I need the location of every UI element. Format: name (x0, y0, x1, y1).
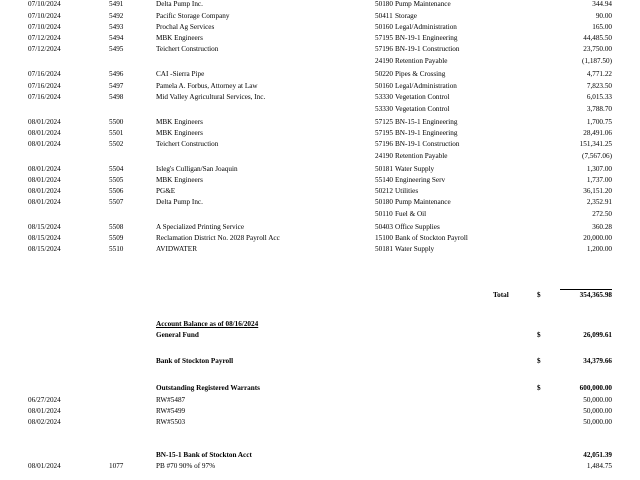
transaction-row (0, 106, 640, 115)
warrants-amount: 600,000.00 (579, 384, 612, 392)
transaction-row (0, 130, 640, 139)
warrant-date: 06/27/2024 (28, 396, 61, 404)
transaction-desc: Water Supply (395, 245, 435, 253)
transaction-num: 5504 (109, 165, 124, 173)
transaction-num: 5502 (109, 140, 124, 148)
transaction-desc: Engineering Serv (395, 176, 446, 184)
transaction-date: 08/01/2024 (28, 165, 61, 173)
warrants-row (0, 385, 640, 394)
transaction-date: 07/16/2024 (28, 70, 61, 78)
transaction-payee: Teichert Construction (156, 45, 219, 53)
transaction-acct: 57195 (375, 34, 393, 42)
transaction-amount: 90.00 (595, 12, 612, 20)
transaction-row (0, 119, 640, 128)
transaction-desc: Fuel & Oil (395, 210, 427, 218)
bn151-detail-row (0, 463, 640, 472)
total-currency: $ (537, 291, 541, 299)
total-rule (560, 289, 612, 290)
transaction-payee: CAI -Sierra Pipe (156, 70, 205, 78)
payroll-label: Bank of Stockton Payroll (156, 357, 234, 365)
transaction-amount: 165.00 (592, 23, 612, 31)
transaction-acct: 50212 (375, 187, 393, 195)
transaction-num: 5506 (109, 187, 124, 195)
transaction-num: 5495 (109, 45, 124, 53)
transaction-desc: Pipes & Crossing (395, 70, 446, 78)
transaction-num: 5498 (109, 93, 124, 101)
transaction-desc: Utilities (395, 187, 419, 195)
transaction-num: 5491 (109, 0, 124, 8)
transaction-row (0, 153, 640, 162)
transaction-acct: 55140 (375, 176, 393, 184)
transaction-payee: MBK Engineers (156, 34, 203, 42)
transaction-amount: 344.94 (592, 0, 612, 8)
transaction-date: 08/01/2024 (28, 118, 61, 126)
transaction-desc: Bank of Stockton Payroll (395, 234, 468, 242)
transaction-acct: 57125 (375, 118, 393, 126)
transaction-acct: 53330 (375, 93, 393, 101)
transaction-payee: Teichert Construction (156, 140, 219, 148)
payroll-amount: 34,379.66 (583, 357, 612, 365)
transaction-num: 5496 (109, 70, 124, 78)
balance-heading: Account Balance as of 08/16/2024 (156, 320, 259, 328)
transaction-num: 5493 (109, 23, 124, 31)
bn151-amount: 42,051.39 (583, 451, 612, 459)
transaction-date: 07/16/2024 (28, 82, 61, 90)
transaction-amount: 23,750.00 (583, 45, 612, 53)
transaction-amount: 151,341.25 (579, 140, 612, 148)
warrant-ref: RW#5487 (156, 396, 186, 404)
transaction-num: 5500 (109, 118, 124, 126)
general-fund-label: General Fund (156, 331, 199, 339)
bn151-num: 1077 (109, 462, 124, 470)
transaction-row (0, 13, 640, 22)
transaction-num: 5505 (109, 176, 124, 184)
transaction-acct: 50180 (375, 0, 393, 8)
total-amount: 354,365.98 (579, 291, 612, 299)
transaction-amount: 4,771.22 (586, 70, 612, 78)
transaction-desc: Legal/Administration (395, 23, 457, 31)
transaction-amount: 20,000.00 (583, 234, 612, 242)
transaction-acct: 50160 (375, 82, 393, 90)
transaction-desc: BN-19-1 Engineering (395, 129, 458, 137)
transaction-payee: MBK Engineers (156, 176, 203, 184)
transaction-date: 08/15/2024 (28, 234, 61, 242)
bn151-label: BN-15-1 Bank of Stockton Acct (156, 451, 252, 459)
transaction-date: 07/10/2024 (28, 12, 61, 20)
transaction-row (0, 199, 640, 208)
total-row (0, 292, 640, 301)
transaction-row (0, 235, 640, 244)
warrant-date: 08/01/2024 (28, 407, 61, 415)
transaction-row (0, 141, 640, 150)
payroll-currency: $ (537, 357, 541, 365)
transaction-date: 07/16/2024 (28, 93, 61, 101)
transaction-acct: 24190 (375, 57, 393, 65)
transaction-row (0, 83, 640, 92)
transaction-payee: Prochal Ag Services (156, 23, 215, 31)
transaction-date: 08/01/2024 (28, 129, 61, 137)
transaction-desc: Vegetation Control (395, 93, 450, 101)
transaction-date: 08/15/2024 (28, 223, 61, 231)
transaction-row (0, 35, 640, 44)
transaction-payee: PG&E (156, 187, 176, 195)
transaction-row (0, 71, 640, 80)
warrants-label: Outstanding Registered Warrants (156, 384, 260, 392)
warrant-ref: RW#5503 (156, 418, 186, 426)
warrants-currency: $ (537, 384, 541, 392)
transaction-amount: 1,307.00 (586, 165, 612, 173)
transaction-desc: Water Supply (395, 165, 435, 173)
bn151-date: 08/01/2024 (28, 462, 61, 470)
transaction-row (0, 58, 640, 67)
transaction-date: 07/12/2024 (28, 45, 61, 53)
transaction-amount: (1,187.50) (582, 57, 612, 65)
transaction-acct: 50160 (375, 23, 393, 31)
transaction-payee: MBK Engineers (156, 129, 203, 137)
transaction-acct: 53330 (375, 105, 393, 113)
transaction-acct: 50403 (375, 223, 393, 231)
transaction-desc: Legal/Administration (395, 82, 457, 90)
transaction-row (0, 177, 640, 186)
transaction-acct: 50181 (375, 245, 393, 253)
bn151-ref: PB #70 90% of 97% (156, 462, 216, 470)
transaction-desc: BN-19-1 Engineering (395, 34, 458, 42)
transaction-desc: Retention Payable (395, 152, 448, 160)
transaction-payee: Delta Pump Inc. (156, 198, 203, 206)
transaction-date: 08/01/2024 (28, 198, 61, 206)
transaction-amount: 1,737.00 (586, 176, 612, 184)
warrant-ref: RW#5499 (156, 407, 186, 415)
transaction-acct: 57195 (375, 129, 393, 137)
general-fund-amount: 26,099.61 (583, 331, 612, 339)
transaction-date: 08/01/2024 (28, 140, 61, 148)
transaction-desc: BN-19-1 Construction (395, 140, 460, 148)
transaction-num: 5507 (109, 198, 124, 206)
transaction-amount: 7,823.50 (586, 82, 612, 90)
transaction-desc: Pump Maintenance (395, 0, 451, 8)
transaction-acct: 24190 (375, 152, 393, 160)
transaction-row (0, 188, 640, 197)
transaction-payee: Delta Pump Inc. (156, 0, 203, 8)
transaction-acct: 50181 (375, 165, 393, 173)
transaction-payee: MBK Engineers (156, 118, 203, 126)
transaction-desc: Vegetation Control (395, 105, 450, 113)
transaction-num: 5508 (109, 223, 124, 231)
transaction-payee: Reclamation District No. 2028 Payroll Acc (156, 234, 280, 242)
transaction-date: 07/10/2024 (28, 23, 61, 31)
transaction-acct: 50110 (375, 210, 393, 218)
transaction-desc: Storage (395, 12, 417, 20)
transaction-row (0, 94, 640, 103)
transaction-payee: AVIDWATER (156, 245, 197, 253)
transaction-num: 5509 (109, 234, 124, 242)
transaction-row (0, 211, 640, 220)
transaction-row (0, 246, 640, 255)
transaction-amount: 36,151.20 (583, 187, 612, 195)
total-label: Total (493, 291, 509, 299)
general-fund-currency: $ (537, 331, 541, 339)
transaction-amount: 6,015.33 (586, 93, 612, 101)
transaction-acct: 15100 (375, 234, 393, 242)
transaction-date: 08/01/2024 (28, 187, 61, 195)
transaction-row (0, 224, 640, 233)
warrant-date: 08/02/2024 (28, 418, 61, 426)
transaction-num: 5494 (109, 34, 124, 42)
transaction-row (0, 24, 640, 33)
transaction-desc: Pump Maintenance (395, 198, 451, 206)
transaction-date: 07/10/2024 (28, 0, 61, 8)
transaction-payee: Mid Valley Agricultural Services, Inc. (156, 93, 266, 101)
balance-heading-row (0, 321, 640, 330)
transaction-desc: BN-19-1 Construction (395, 45, 460, 53)
warrant-amount: 50,000.00 (583, 407, 612, 415)
warrant-row (0, 397, 640, 406)
transaction-amount: 2,352.91 (586, 198, 612, 206)
transaction-payee: Pamela A. Forbus, Attorney at Law (156, 82, 258, 90)
bn151-row (0, 452, 640, 461)
transaction-row (0, 1, 640, 10)
transaction-amount: 28,491.06 (583, 129, 612, 137)
transaction-acct: 50220 (375, 70, 393, 78)
transaction-date: 08/01/2024 (28, 176, 61, 184)
transaction-acct: 50180 (375, 198, 393, 206)
transaction-desc: Retention Payable (395, 57, 448, 65)
warrant-row (0, 408, 640, 417)
transaction-amount: 3,788.70 (586, 105, 612, 113)
warrant-amount: 50,000.00 (583, 396, 612, 404)
transaction-num: 5492 (109, 12, 124, 20)
warrant-amount: 50,000.00 (583, 418, 612, 426)
transaction-acct: 57196 (375, 45, 393, 53)
warrant-row (0, 419, 640, 428)
transaction-date: 08/15/2024 (28, 245, 61, 253)
transaction-desc: BN-15-1 Engineering (395, 118, 458, 126)
transaction-amount: 272.50 (592, 210, 612, 218)
transaction-row (0, 166, 640, 175)
transaction-payee: Isleg's Culligan/San Joaquin (156, 165, 238, 173)
transaction-payee: A Specialized Printing Service (156, 223, 245, 231)
transaction-amount: (7,567.06) (582, 152, 612, 160)
payroll-row (0, 358, 640, 367)
transaction-amount: 1,700.75 (586, 118, 612, 126)
transaction-acct: 50411 (375, 12, 393, 20)
transaction-amount: 1,200.00 (586, 245, 612, 253)
transaction-acct: 57196 (375, 140, 393, 148)
bn151-amount: 1,484.75 (586, 462, 612, 470)
transaction-amount: 360.28 (592, 223, 612, 231)
transaction-num: 5497 (109, 82, 124, 90)
transaction-payee: Pacific Storage Company (156, 12, 230, 20)
transaction-date: 07/12/2024 (28, 34, 61, 42)
transaction-row (0, 46, 640, 55)
transaction-amount: 44,485.50 (583, 34, 612, 42)
transaction-num: 5510 (109, 245, 124, 253)
transaction-desc: Office Supplies (395, 223, 440, 231)
transaction-num: 5501 (109, 129, 124, 137)
general-fund-row (0, 332, 640, 341)
